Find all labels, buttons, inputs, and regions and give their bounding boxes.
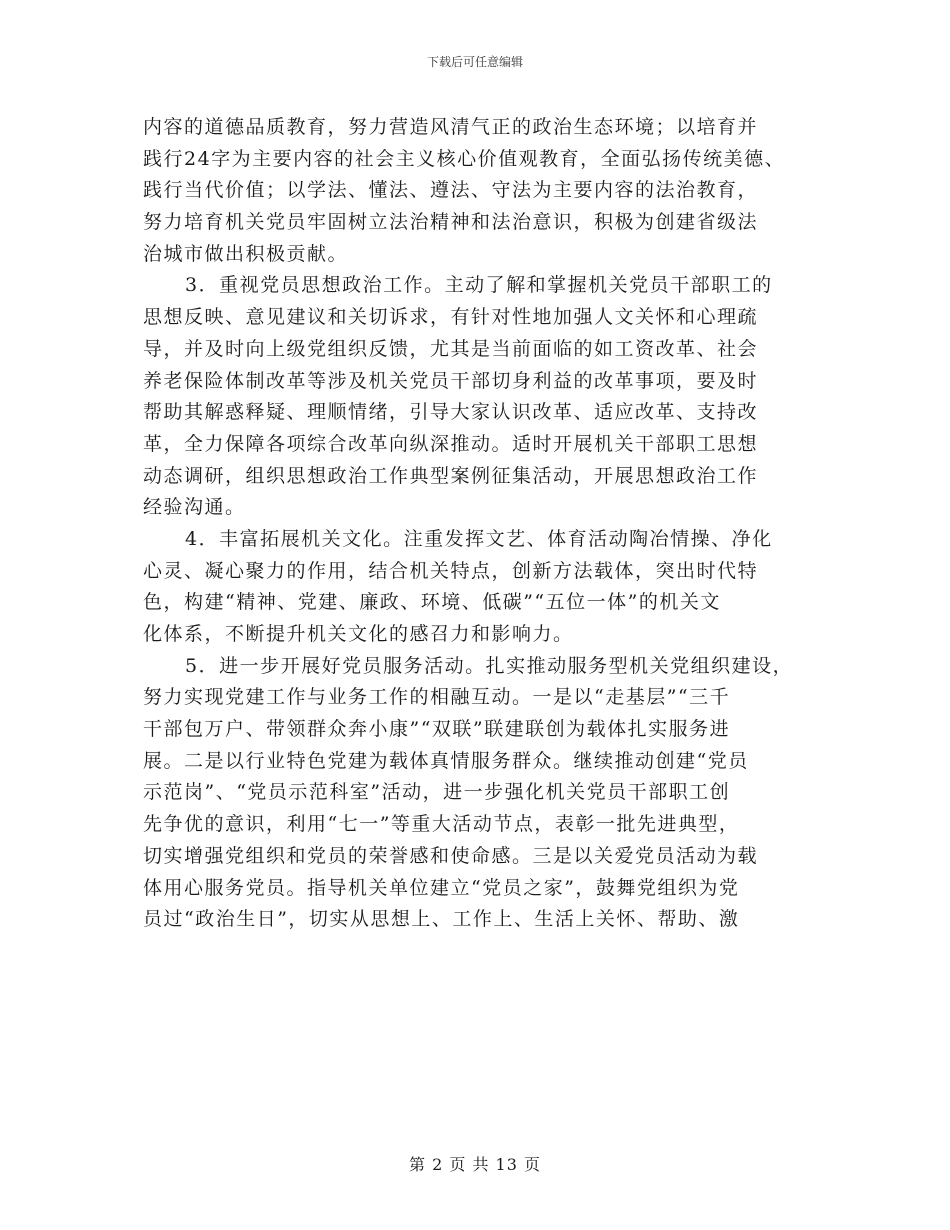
text-line: 导，并及时向上级党组织反馈，尤其是当前面临的如工资改革、社会 <box>143 337 759 360</box>
text-line: 践行当代价值；以学法、懂法、遵法、守法为主要内容的法治教育， <box>143 179 759 202</box>
text-line: 体用心服务党员。指导机关单位建立“党员之家”，鼓舞党组织为党 <box>143 876 740 899</box>
text-line: 养老保险体制改革等涉及机关党员干部切身利益的改革事项，要及时 <box>143 369 759 392</box>
text-line: 心灵、凝心聚力的作用，结合机关特点，创新方法载体，突出时代特 <box>143 559 759 582</box>
paragraph-5-heading-line: 5．进一步开展好党员服务活动。扎实推动服务型机关党组织建设， <box>185 654 794 677</box>
text-line: 帮助其解惑释疑、理顺情绪，引导大家认识改革、适应改革、支持改 <box>143 401 759 424</box>
text-line: 动态调研，组织思想政治工作典型案例征集活动，开展思想政治工作 <box>143 464 759 487</box>
paragraph-3-heading-line: 3．重视党员思想政治工作。主动了解和掌握机关党员干部职工的 <box>185 274 773 297</box>
text-line: 展。二是以行业特色党建为载体真情服务群众。继续推动创建“党员 <box>143 749 749 772</box>
page-number-footer: 第 2 页 共 13 页 <box>409 1155 541 1174</box>
text-line: 内容的道德品质教育，努力营造风清气正的政治生态环境；以培育并 <box>143 116 759 138</box>
text-line: 努力培育机关党员牢固树立法治精神和法治意识，积极为创建省级法 <box>143 211 759 234</box>
text-line: 先争优的意识，利用“七一”等重大活动节点，表彰一批先进典型， <box>143 813 740 836</box>
text-line: 切实增强党组织和党员的荣誉感和使命感。三是以关爱党员活动为载 <box>143 844 759 867</box>
text-line: 员过“政治生日”，切实从思想上、工作上、生活上关怀、帮助、激 <box>143 908 740 931</box>
text-line: 经验沟通。 <box>143 496 246 519</box>
text-line: 努力实现党建工作与业务工作的相融互动。一是以“走基层”“三千 <box>143 686 731 709</box>
text-line: 践行24字为主要内容的社会主义核心价值观教育，全面弘扬传统美德、 <box>143 147 786 170</box>
text-line: 示范岗”、“党员示范科室”活动，进一步强化机关党员干部职工创 <box>143 781 731 804</box>
text-line: 色，构建“精神、党建、廉政、环境、低碳”“五位一体”的机关文 <box>143 591 721 614</box>
paragraph-4-heading-line: 4．丰富拓展机关文化。注重发挥文艺、体育活动陶冶情操、净化 <box>185 527 773 550</box>
text-line: 化体系，不断提升机关文化的感召力和影响力。 <box>143 623 574 645</box>
text-line: 思想反映、意见建议和关切诉求，有针对性地加强人文关怀和心理疏 <box>143 306 759 329</box>
text-line: 治城市做出积极贡献。 <box>143 242 349 265</box>
text-line: 干部包万户、带领群众奔小康”“双联”联建联创为载体扎实服务进 <box>143 718 731 741</box>
page-header-note: 下载后可任意编辑 <box>426 55 523 69</box>
text-line: 革，全力保障各项综合改革向纵深推动。适时开展机关干部职工思想 <box>143 432 759 455</box>
document-body <box>143 112 823 936</box>
